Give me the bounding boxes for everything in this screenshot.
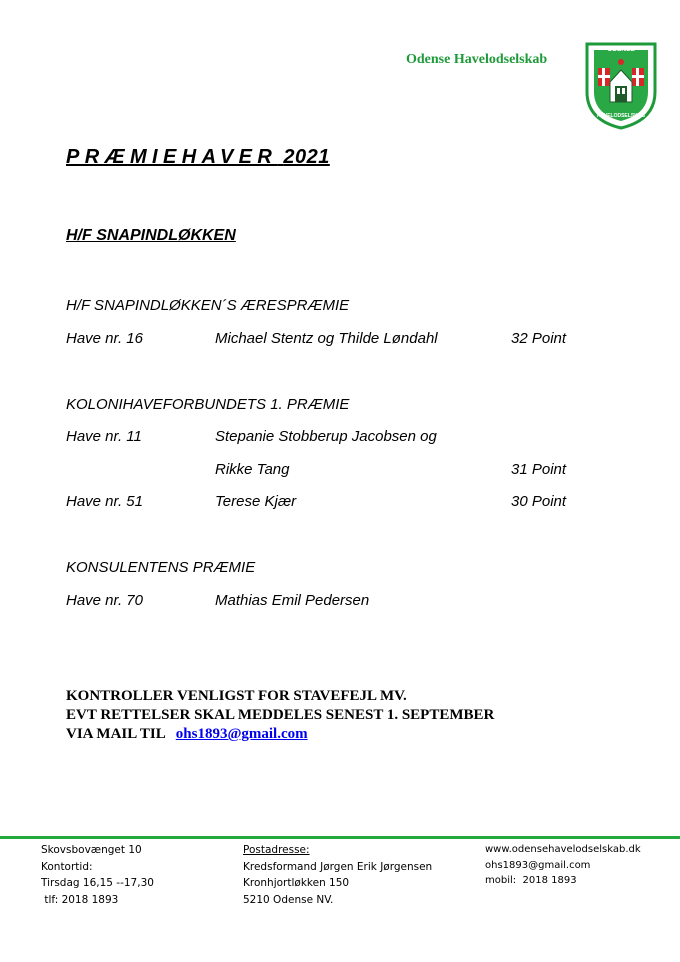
garden-number: Have nr. 11 — [66, 428, 142, 445]
organization-logo — [584, 40, 658, 130]
winner-name: Michael Stentz og Thilde Løndahl — [215, 330, 438, 347]
footer-mobile: mobil: 2018 1893 — [485, 875, 577, 886]
footer-chairman: Kredsformand Jørgen Erik Jørgensen — [243, 860, 433, 873]
footer-divider — [0, 836, 680, 839]
section-heading: H/F SNAPINDLØKKEN´S ÆRESPRÆMIE — [66, 297, 350, 314]
footer-website-link[interactable]: www.odensehavelodselskab.dk — [485, 844, 641, 855]
section-heading: KOLONIHAVEFORBUNDETS 1. PRÆMIE — [66, 396, 350, 413]
points: 32 Point — [511, 330, 567, 347]
logo-top-text: ODENSE — [607, 46, 635, 53]
garden-number: Have nr. 51 — [66, 493, 143, 510]
organization-name: Odense Havelodselskab — [406, 52, 548, 67]
footer-postal-heading: Postadresse: — [243, 844, 310, 856]
association-name: H/F SNAPINDLØKKEN — [66, 227, 236, 244]
footer-postal — [243, 842, 432, 908]
garden-number: Have nr. 16 — [66, 330, 143, 347]
winner-name: Terese Kjær — [215, 493, 297, 510]
notice-line: EVT RETTELSER SKAL MEDDELES SENEST 1. SEPTEMBER — [66, 707, 495, 723]
points: 30 Point — [511, 493, 567, 510]
footer-address: Skovsbovænget 10 — [41, 844, 142, 856]
title-year: 2021 — [283, 146, 330, 168]
email-link[interactable]: ohs1893@gmail.com — [175, 726, 308, 742]
winner-name: Rikke Tang — [215, 461, 290, 478]
points: 31 Point — [511, 461, 567, 478]
winner-name: Mathias Emil Pedersen — [215, 592, 370, 609]
section-heading: KONSULENTENS PRÆMIE — [66, 559, 256, 576]
footer-email-link[interactable]: ohs1893@gmail.com — [485, 859, 591, 871]
winner-name: Stepanie Stobberup Jacobsen og — [215, 428, 437, 445]
footer-office-hours-label: Kontortid: — [41, 860, 93, 873]
footer-street: Kronhjortløkken 150 — [243, 877, 350, 889]
footer-contact — [485, 842, 641, 889]
notice-line — [66, 726, 308, 743]
garden-number: Have nr. 70 — [66, 592, 143, 609]
footer-office — [41, 842, 154, 908]
title-text: PRÆMIEHAVER — [66, 146, 278, 168]
notice-line: KONTROLLER VENLIGST FOR STAVEFEJL MV. — [66, 688, 407, 704]
footer-phone: tlf: 2018 1893 — [41, 893, 119, 906]
notice-mail-prefix: VIA MAIL TIL — [66, 726, 166, 742]
footer-city: 5210 Odense NV. — [243, 893, 334, 906]
footer-office-hours: Tirsdag 16,15 --17,30 — [41, 877, 154, 889]
logo-bottom-text: HAVELODSELSKAB — [597, 113, 645, 119]
page-title — [66, 146, 330, 169]
